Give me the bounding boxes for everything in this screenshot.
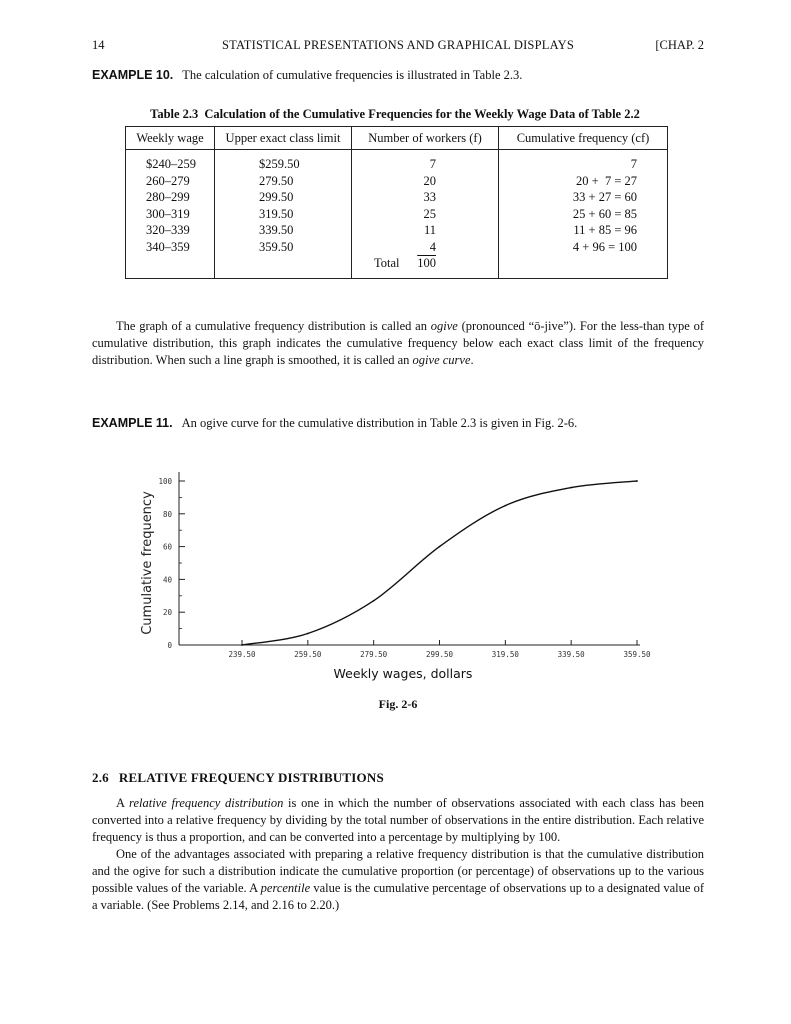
data-point: [570, 487, 572, 489]
y-tick-label: 40: [162, 575, 172, 585]
section-title: RELATIVE FREQUENCY DISTRIBUTIONS: [118, 770, 384, 785]
cell-wage: 340–359: [146, 239, 190, 254]
cell-limit: 359.50: [215, 239, 352, 256]
x-tick-label: 299.50: [425, 650, 454, 659]
section-number: 2.6: [92, 770, 109, 785]
cell-f: 11: [352, 222, 499, 239]
cell-limit: 339.50: [215, 222, 352, 239]
relative-frequency-paragraph: [92, 795, 704, 846]
text: A: [116, 796, 130, 810]
running-title: STATISTICAL PRESENTATIONS AND GRAPHICAL DISPLAYS: [221, 38, 575, 52]
cell-limit: $259.50: [215, 150, 352, 173]
cell-wage: 280–299: [146, 190, 190, 204]
data-point: [504, 505, 506, 507]
chapter-label: [CHAP. 2: [655, 38, 704, 52]
y-axis-label: Cumulative frequency: [140, 491, 155, 635]
text: is one in which the number of observations associated with each class has been converted into a relative frequency by dividing by the total number of observations in the entire distribution. Each relative frequency is thus a proportion, and can be converted into a percentage by multiplying by 100.: [92, 796, 705, 844]
cell-wage: 320–339: [146, 223, 190, 237]
term-ogive: ogive: [430, 319, 458, 333]
table-title: Calculation of the Cumulative Frequencies for the Weekly Wage Data of Table 2.2: [204, 107, 640, 121]
cell-limit: 319.50: [215, 206, 352, 223]
percentile-paragraph: [92, 846, 704, 914]
example-11-text: An ogive curve for the cumulative distribution in Table 2.3 is given in Fig. 2-6.: [181, 416, 578, 430]
x-tick-label: 239.50: [228, 650, 256, 659]
cell-limit: 279.50: [215, 173, 352, 190]
text: One of the advantages associated with preparing a relative frequency distribution is that the cumulative distribution and the ogive for such a distribution indicate the cumulative proportion (or percentage) of observations up to the various possible values of the variable. A: [92, 847, 704, 895]
cell-f: 4: [352, 239, 499, 256]
page-number: 14: [92, 38, 105, 52]
col-workers: Number of workers (f): [352, 127, 499, 150]
text: .: [470, 353, 474, 367]
term-percentile: percentile: [260, 881, 311, 895]
ogive-curve: [242, 481, 637, 645]
cell-wage: $240–259: [146, 157, 196, 171]
data-point: [241, 644, 243, 646]
x-tick-label: 259.50: [294, 650, 322, 659]
figure-caption: Fig. 2-6: [378, 697, 418, 711]
data-point: [373, 600, 375, 602]
x-tick-label: 279.50: [360, 650, 388, 659]
x-axis-label: Weekly wages, dollars: [333, 666, 473, 681]
y-tick-label: 20: [162, 608, 172, 618]
cell-f: 33: [352, 189, 499, 206]
cell-cf: 7: [499, 150, 668, 173]
table-number: Table 2.3: [150, 107, 199, 121]
cell-limit: 299.50: [215, 189, 352, 206]
cell-cf: 11 + 85 = 96: [499, 222, 668, 239]
cell-f: 7: [352, 150, 499, 173]
section-heading: [92, 770, 394, 786]
x-tick-label: 359.50: [623, 650, 651, 659]
y-ticks: [158, 477, 185, 650]
y-tick-label: 100: [158, 477, 172, 486]
data-point: [439, 546, 441, 548]
col-upper-limit: Upper exact class limit: [215, 127, 352, 150]
cell-cf: 25 + 60 = 85: [499, 206, 668, 223]
y-tick-label: 80: [162, 509, 172, 519]
text: value is the cumulative percentage of observations up to a designated value of a variable. (See Problems 2.14, and 2.16 to 2.20.): [92, 881, 704, 912]
y-tick-label: 60: [162, 542, 172, 552]
cell-wage: 260–279: [146, 173, 190, 188]
total-value: 100: [417, 256, 436, 270]
data-point: [307, 633, 309, 635]
cell-cf: 33 + 27 = 60: [499, 189, 668, 206]
cell-f: 20: [352, 173, 499, 190]
term-ogive-curve: ogive curve: [412, 353, 471, 367]
x-ticks: [228, 640, 651, 659]
chart-axes: [179, 472, 640, 645]
x-tick-label: 319.50: [491, 650, 519, 659]
cell-f: 25: [352, 206, 499, 223]
col-weekly-wage: Weekly wage: [126, 127, 215, 150]
data-point: [636, 480, 638, 482]
cell-wage: 300–319: [146, 206, 190, 221]
term-relative-frequency-distribution: relative frequency distribution: [129, 796, 284, 810]
col-cumulative: Cumulative frequency (cf): [499, 127, 668, 150]
text: (pronounced “ō-jive”). For the less-than type of cumulative distribution, this graph indicates the cumulative frequency below each exact class limit of the frequency distribution. When such a line graph is smoothed, it is called an: [92, 319, 705, 367]
y-tick-label: 0: [167, 641, 172, 650]
total-label: Total: [374, 256, 400, 270]
data-points: [241, 480, 638, 646]
text: The graph of a cumulative frequency distribution is called an: [116, 319, 431, 333]
example-10-text: The calculation of cumulative frequencies is illustrated in Table 2.3.: [182, 68, 523, 82]
cell-cf: 4 + 96 = 100: [499, 239, 668, 256]
section-body: [92, 795, 704, 914]
example-11-label: EXAMPLE 11.: [92, 416, 173, 430]
x-tick-label: 339.50: [557, 650, 585, 659]
cell-cf: 20 + 7 = 27: [499, 173, 668, 190]
example-10-label: EXAMPLE 10.: [92, 68, 174, 82]
